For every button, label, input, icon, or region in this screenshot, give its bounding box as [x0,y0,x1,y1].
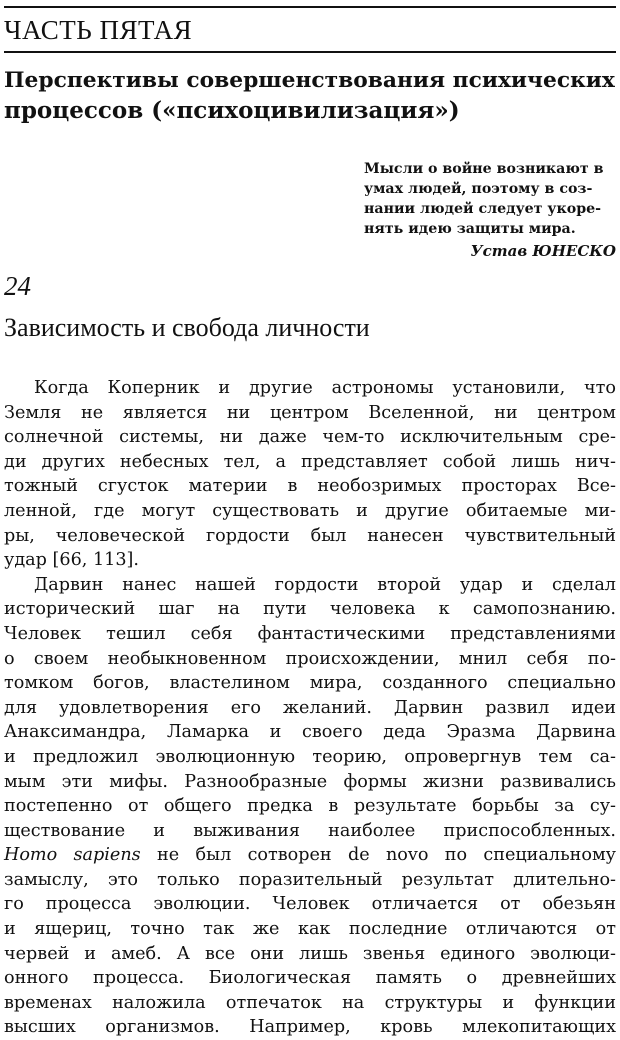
paragraph-line: ры, человеческой гордости был нанесен чувствительный [4,525,616,546]
section-title-line: Перспективы совершенствования психических [4,68,615,93]
paragraph-line: замыслу, это только поразительный результат длительно- [4,869,616,890]
epigraph-line: нять идею защиты мира. [364,221,576,237]
paragraph-line: онного процесса. Биологическая память о древнейших [4,968,616,989]
paragraph-line: исторический шаг на пути человека к самопознанию. [4,599,616,620]
paragraph-line: томком богов, властелином мира, созданного специально [4,673,616,694]
paragraph-line: мым эти мифы. Разнообразные формы жизни развивались [4,771,616,792]
paragraph-line: удар [66, 113]. [4,550,140,571]
paragraph-line: Когда Коперник и другие астрономы установили, что [34,378,616,398]
body-text [0,376,620,1040]
paragraph-line: Земля не является ни центром Вселенной, ни центром [4,402,616,423]
paragraph-line: для удовлетворения его желаний. Дарвин развил идеи [4,697,616,718]
epigraph-source: Устав ЮНЕСКО [470,242,616,260]
latin-term: Homo sapiens [4,845,141,866]
paragraph-line: постепенно от общего предка в результате борьбы за су- [4,796,616,817]
chapter-number: 24 [4,271,31,301]
paragraph-line: и предложил эволюционную теорию, опровергнув тем са- [4,746,616,767]
paragraph-line: и ящериц, точно так же как последние отличаются от [4,919,616,940]
paragraph-line: тожный сгусток материи в необозримых просторах Все- [4,476,616,497]
paragraph-line [4,843,616,868]
header-rule-top [4,6,616,8]
paragraph-line: временах наложила отпечаток на структуры и функции [4,992,616,1013]
paragraph-line-rest: не был сотворен de novo по специальному [140,845,617,866]
header-rule-bottom [4,51,616,53]
chapter-title: Зависимость и свобода личности [4,313,370,342]
paragraph-line: го процесса эволюции. Человек отличается от обезьян [4,894,616,915]
paragraph-line: ществование и выживания наиболее приспособленных. [4,820,616,841]
paragraph-line: Человек тешил себя фантастическими представлениями [4,623,616,644]
epigraph-line: умах людей, поэтому в соз- [364,181,593,197]
paragraph-line: высших организмов. Например, кровь млекопитающих [4,1017,616,1038]
epigraph-line: нании людей следует укоре- [364,201,602,217]
paragraph-line: червей и амеб. А все они лишь звенья единого эволюци- [4,943,616,964]
paragraph-line: Анаксимандра, Ламарка и своего деда Эразма Дарвина [4,722,616,743]
section-title-line: процессов («психоцивилизация») [4,97,460,124]
section-title [4,66,616,126]
epigraph [364,159,616,239]
paragraph-line: ленной, где могут существовать и другие обитаемые ми- [4,500,616,521]
paragraph-line: Дарвин нанес нашей гордости второй удар и сделал [34,574,616,595]
paragraph-line: солнечной системы, ни даже чем-то исключительным сре- [4,427,616,448]
paragraph-line: о своем необыкновенном происхождении, мнил себя по- [4,648,616,669]
part-heading: ЧАСТЬ ПЯТАЯ [4,15,193,45]
epigraph-line: Мысли о войне возникают в [364,161,604,177]
paragraph-line: ди других небесных тел, а представляет собой лишь нич- [4,451,616,472]
